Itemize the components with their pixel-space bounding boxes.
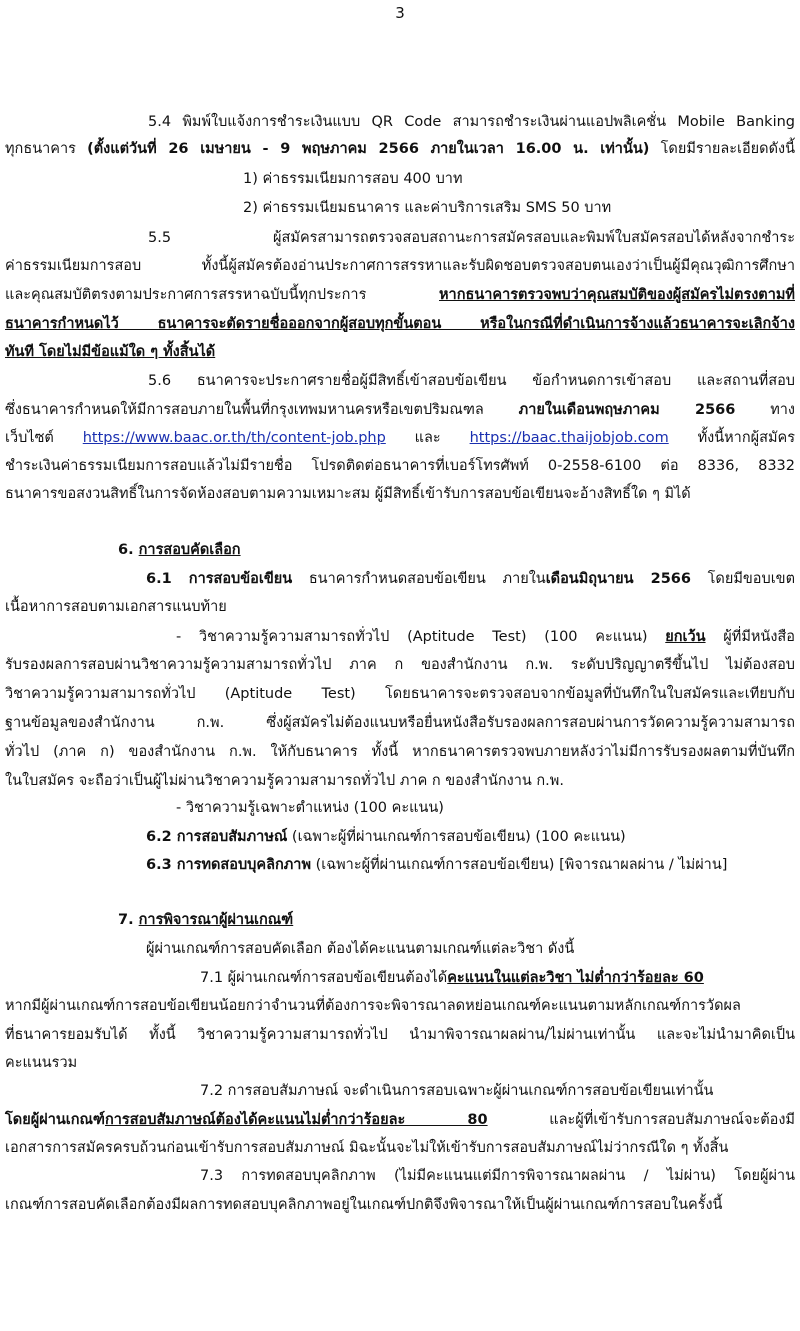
emphasized-text: เดือนมิถุนายน 2566 — [545, 571, 691, 587]
text-segment: - วิชาความรู้เฉพาะตำแหน่ง (100 คะแนน) — [176, 800, 444, 816]
text-line — [5, 1108, 795, 1132]
text-segment: ค่าธรรมเนียมการสอบ ทั้งนี้ผู้สมัครต้องอ่านประกาศการสรรหาและรับผิดชอบตรวจสอบตนเองว่าเป็นผู้มีคุณวุฒิการศึกษา — [5, 258, 795, 274]
text-segment: เนื้อหาการสอบตามเอกสารแนบท้าย — [5, 599, 227, 615]
text-segment: 5.6 ธนาคารจะประกาศรายชื่อผู้มีสิทธิ์เข้าสอบข้อเขียน ข้อกำหนดการเข้าสอบ และสถานที่สอบ — [148, 373, 795, 389]
emphasized-text: โดยผู้ผ่านเกณฑ์ — [5, 1112, 105, 1128]
emphasized-text: ภายในเดือนพฤษภาคม 2566 — [518, 402, 736, 418]
emphasized-text: 6.1 การสอบข้อเขียน — [146, 571, 293, 587]
text-line — [200, 966, 780, 990]
text-segment: 2) ค่าธรรมเนียมธนาคาร และค่าบริการเสริม SMS 50 บาท — [243, 200, 612, 216]
text-segment: ผู้ผ่านเกณฑ์การสอบคัดเลือก ต้องได้คะแนนตามเกณฑ์แต่ละวิชา ดังนี้ — [146, 941, 575, 957]
text-segment: ธนาคารขอสงวนสิทธิ์ในการจัดห้องสอบตามความเหมาะสม ผู้มีสิทธิ์เข้ารับการสอบข้อเขียนจะอ้างสิทธิ์ใด ๆ มิได้ — [5, 486, 691, 502]
text-segment: 7.3 การทดสอบบุคลิกภาพ (ไม่มีคะแนนแต่มีการพิจารณาผลผ่าน / ไม่ผ่าน) โดยผู้ผ่าน — [200, 1168, 795, 1184]
emphasized-text: (ตั้งแต่วันที่ 26 เมษายน - 9 พฤษภาคม 2566 ภายในเวลา 16.00 น. เท่านั้น) — [87, 141, 650, 157]
text-segment: 7.1 ผู้ผ่านเกณฑ์การสอบข้อเขียนต้องได้ — [200, 970, 448, 986]
url-link[interactable]: https://baac.thaijobjob.com — [469, 430, 669, 446]
text-line — [200, 1164, 795, 1188]
text-line — [148, 110, 795, 134]
text-line — [118, 908, 780, 932]
text-line — [5, 769, 780, 793]
emphasized-text: การสอบสัมภาษณ์ต้องได้คะแนนไม่ต่ำกว่าร้อยละ 80 — [104, 1112, 488, 1128]
text-line — [146, 567, 795, 591]
emphasized-text: 6. — [118, 542, 139, 558]
page-number: 3 — [395, 4, 405, 22]
text-line — [5, 740, 795, 764]
text-segment: และคุณสมบัติตรงตามประกาศการสรรหาฉบับนี้ทุกประการ — [5, 287, 439, 303]
text-line — [243, 196, 780, 220]
text-line — [5, 682, 795, 706]
text-line — [118, 538, 780, 562]
text-line — [5, 312, 795, 336]
text-line — [146, 937, 780, 961]
text-segment: ทั้งนี้หากผู้สมัคร — [668, 430, 795, 446]
text-line — [146, 853, 780, 877]
text-segment: (เฉพาะผู้ที่ผ่านเกณฑ์การสอบข้อเขียน) (100 คะแนน) — [287, 829, 626, 845]
text-segment: 5.4 พิมพ์ใบแจ้งการชำระเงินแบบ QR Code สามารถชำระเงินผ่านแอปพลิเคชั่น Mobile Banking — [148, 114, 795, 130]
text-segment: 1) ค่าธรรมเนียมการสอบ 400 บาท — [243, 171, 463, 187]
text-line — [5, 711, 795, 735]
text-line — [5, 595, 780, 619]
text-line — [148, 369, 795, 393]
emphasized-text: ธนาคารกำหนดไว้ ธนาคารจะตัดรายชื่อออกจากผู้สอบทุกขั้นตอน หรือในกรณีที่ดำเนินการจ้างแล้วธนาคารจะเลิกจ้าง — [5, 316, 795, 332]
text-line — [5, 340, 780, 364]
text-segment: เกณฑ์การสอบคัดเลือกต้องมีผลการทดสอบบุคลิกภาพอยู่ในเกณฑ์ปกติจึงพิจารณาให้เป็นผู้ผ่านเกณฑ์การสอบในครั้งนี้ — [5, 1197, 723, 1213]
text-segment: ทุกธนาคาร — [5, 141, 88, 157]
emphasized-text: 6.2 การสอบสัมภาษณ์ — [146, 829, 288, 845]
text-line — [5, 426, 795, 450]
text-segment: หากมีผู้ผ่านเกณฑ์การสอบข้อเขียนน้อยกว่าจำนวนที่ต้องการจะพิจารณาลดหย่อนเกณฑ์คะแนนตามหลักเกณฑ์การวัดผล — [5, 998, 741, 1014]
text-line — [5, 994, 795, 1018]
emphasized-text: ยกเว้น — [665, 629, 706, 645]
text-line — [5, 283, 795, 307]
text-line — [200, 1079, 780, 1103]
text-segment: โดยมีรายละเอียดดังนี้ — [649, 141, 795, 157]
text-line — [5, 398, 795, 422]
text-line — [5, 653, 795, 677]
text-segment: ฐานข้อมูลของสำนักงาน ก.พ. ซึ่งผู้สมัครไม่ต้องแนบหรือยื่นหนังสือรับรองผลการสอบผ่านการวัดความรู้ความสามารถ — [5, 715, 795, 731]
emphasized-text: 7. — [118, 912, 139, 928]
url-link[interactable]: https://www.baac.or.th/th/content-job.php — [82, 430, 386, 446]
text-segment: ผู้ที่มีหนังสือ — [705, 629, 795, 645]
text-line — [243, 167, 780, 191]
text-segment: 7.2 การสอบสัมภาษณ์ จะดำเนินการสอบเฉพาะผู้ผ่านเกณฑ์การสอบข้อเขียนเท่านั้น — [200, 1083, 714, 1099]
emphasized-text: ทันที โดยไม่มีข้อแม้ใด ๆ ทั้งสิ้นได้ — [5, 344, 216, 360]
text-line — [5, 1193, 795, 1217]
emphasized-text: การสอบคัดเลือก — [138, 542, 241, 558]
text-line — [5, 454, 795, 478]
text-segment: ธนาคารกำหนดสอบข้อเขียน ภายใน — [292, 571, 546, 587]
text-segment: (เฉพาะผู้ที่ผ่านเกณฑ์การสอบข้อเขียน) [พิจารณาผลผ่าน / ไม่ผ่าน] — [311, 857, 728, 873]
text-line — [146, 825, 780, 849]
text-segment: เอกสารการสมัครครบถ้วนก่อนเข้ารับการสอบสัมภาษณ์ มิฉะนั้นจะไม่ให้เข้ารับการสอบสัมภาษณ์ไม่ว่ากรณีใด ๆ ทั้งสิ้น — [5, 1140, 729, 1156]
text-segment: วิชาความรู้ความสามารถทั่วไป (Aptitude Test) โดยธนาคารจะตรวจสอบจากข้อมูลที่บันทึกในใบสมัครและเทียบกับ — [5, 686, 795, 702]
text-segment: ในใบสมัคร จะถือว่าเป็นผู้ไม่ผ่านวิชาความรู้ความสามารถทั่วไป ภาค ก ของสำนักงาน ก.พ. — [5, 773, 564, 789]
emphasized-text: หากธนาคารตรวจพบว่าคุณสมบัติของผู้สมัครไม่ตรงตามที่ — [439, 287, 795, 303]
text-line — [5, 254, 795, 278]
text-line — [5, 137, 795, 161]
text-segment: รับรองผลการสอบผ่านวิชาความรู้ความสามารถทั่วไป ภาค ก ของสำนักงาน ก.พ. ระดับปริญญาตรีขึ้นไป ไม่ต้องสอบ — [5, 657, 795, 673]
text-line — [5, 482, 780, 506]
text-segment: โดยมีขอบเขต — [690, 571, 796, 587]
emphasized-text: คะแนนในแต่ละวิชา ไม่ต่ำกว่าร้อยละ 60 — [447, 970, 704, 986]
text-segment: ทาง — [735, 402, 795, 418]
text-segment: และ — [385, 430, 470, 446]
text-segment: คะแนนรวม — [5, 1055, 78, 1071]
text-segment: ซึ่งธนาคารกำหนดให้มีการสอบภายในพื้นที่กรุงเทพมหานครหรือเขตปริมณฑล — [5, 402, 519, 418]
text-line — [176, 796, 780, 820]
text-line — [5, 1023, 795, 1047]
text-segment: ที่ธนาคารยอมรับได้ ทั้งนี้ วิชาความรู้ความสามารถทั่วไป นำมาพิจารณาผลผ่าน/ไม่ผ่านเท่านั้น และจะไม่นำมาคิดเป็น — [5, 1027, 795, 1043]
text-segment: เว็บไซต์ — [5, 430, 83, 446]
text-line — [5, 1051, 780, 1075]
text-segment: ชำระเงินค่าธรรมเนียมการสอบแล้วไม่มีรายชื่อ โปรดติดต่อธนาคารที่เบอร์โทรศัพท์ 0-2558-6100 ต่อ 8336, 8332 — [5, 458, 795, 474]
text-segment: และผู้ที่เข้ารับการสอบสัมภาษณ์จะต้องมี — [487, 1112, 795, 1128]
text-segment: 5.5 ผู้สมัครสามารถตรวจสอบสถานะการสมัครสอบและพิมพ์ใบสมัครสอบได้หลังจากชำระ — [148, 230, 795, 246]
text-segment: - วิชาความรู้ความสามารถทั่วไป (Aptitude Test) (100 คะแนน) — [176, 629, 666, 645]
emphasized-text: 6.3 การทดสอบบุคลิกภาพ — [146, 857, 312, 873]
emphasized-text: การพิจารณาผู้ผ่านเกณฑ์ — [138, 912, 294, 928]
text-line — [5, 1136, 780, 1160]
text-segment: ทั่วไป (ภาค ก) ของสำนักงาน ก.พ. ให้กับธนาคาร ทั้งนี้ หากธนาคารตรวจพบภายหลังว่าไม่มีการรับรองผลตามที่บันทึก — [5, 744, 795, 760]
text-line — [148, 226, 795, 250]
text-line — [176, 625, 795, 649]
